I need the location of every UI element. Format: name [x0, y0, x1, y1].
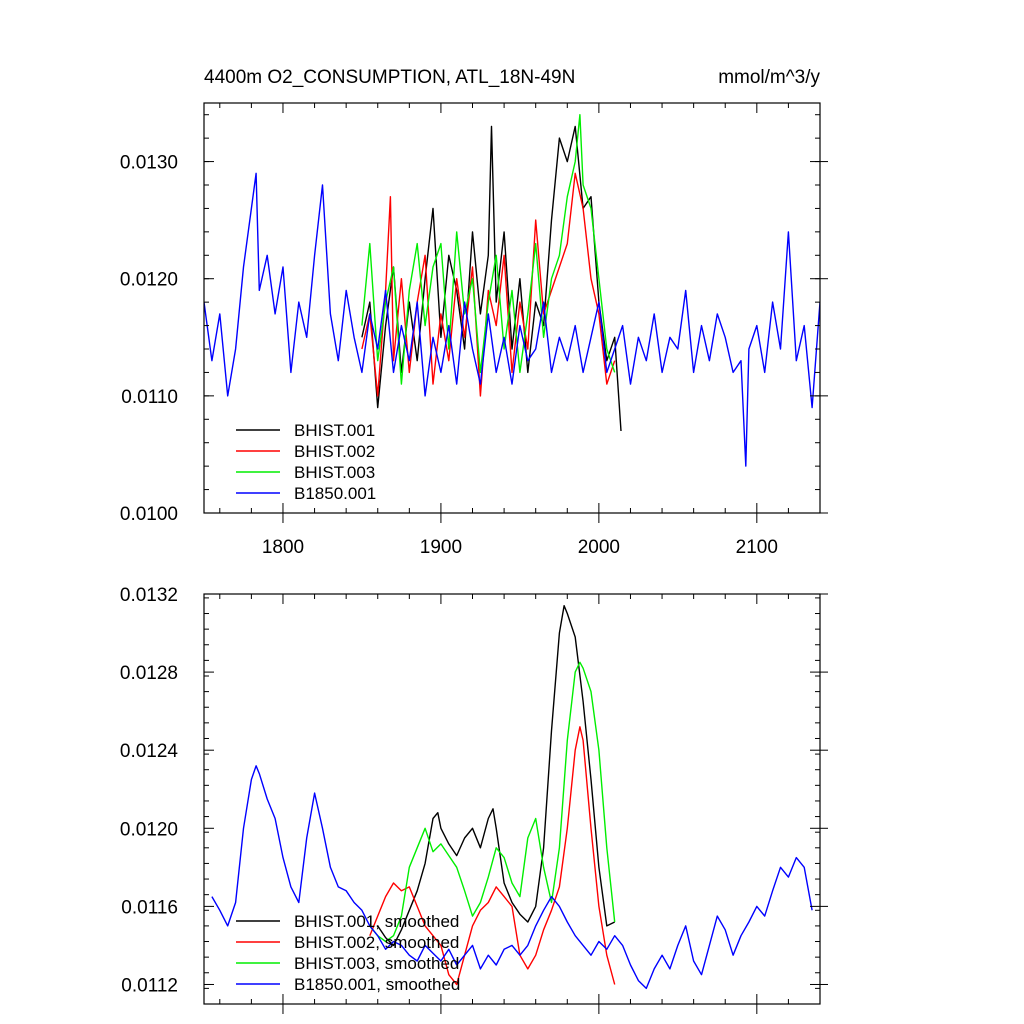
series-line-2: [370, 662, 615, 941]
y-tick-label: 0.0116: [121, 897, 178, 919]
y-tick-label: 0.0130: [119, 152, 178, 174]
legend-label-2: BHIST.003: [294, 463, 376, 482]
y-tick-label: 0.0128: [119, 663, 178, 685]
y-tick-label: 0.0120: [119, 269, 178, 291]
legend-label-1: BHIST.002, smoothed: [294, 933, 460, 952]
y-tick-label: 0.0132: [119, 585, 178, 606]
legend-label-0: BHIST.001, smoothed: [294, 912, 460, 931]
legend-label-0: BHIST.001: [294, 421, 376, 440]
y-tick-label: 0.0112: [121, 975, 178, 997]
top-panel-title: 4400m O2_CONSUMPTION, ATL_18N-49N: [204, 67, 576, 88]
legend-label-2: BHIST.003, smoothed: [294, 954, 460, 973]
legend-label-3: B1850.001: [294, 484, 377, 503]
top-panel-legend: [236, 421, 376, 503]
top-panel: [120, 67, 828, 558]
bottom-panel: [120, 585, 828, 1014]
y-tick-label: 0.0124: [119, 741, 178, 763]
legend-label-3: B1850.001, smoothed: [294, 975, 461, 994]
top-panel-ticks: [120, 103, 828, 558]
y-tick-label: 0.0120: [119, 819, 178, 841]
top-panel-units: mmol/m^3/y: [718, 67, 820, 88]
y-tick-label: 0.0100: [119, 504, 178, 525]
x-tick-label: 2000: [577, 537, 621, 558]
x-tick-label: 1800: [261, 537, 305, 558]
legend-label-1: BHIST.002: [294, 442, 376, 461]
series-line-0: [378, 606, 615, 946]
bottom-panel-legend: [236, 912, 460, 994]
top-panel-series-group: [204, 115, 820, 466]
x-tick-label: 1900: [419, 537, 463, 558]
y-tick-label: 0.0110: [121, 386, 178, 408]
x-tick-label: 2100: [735, 537, 778, 558]
